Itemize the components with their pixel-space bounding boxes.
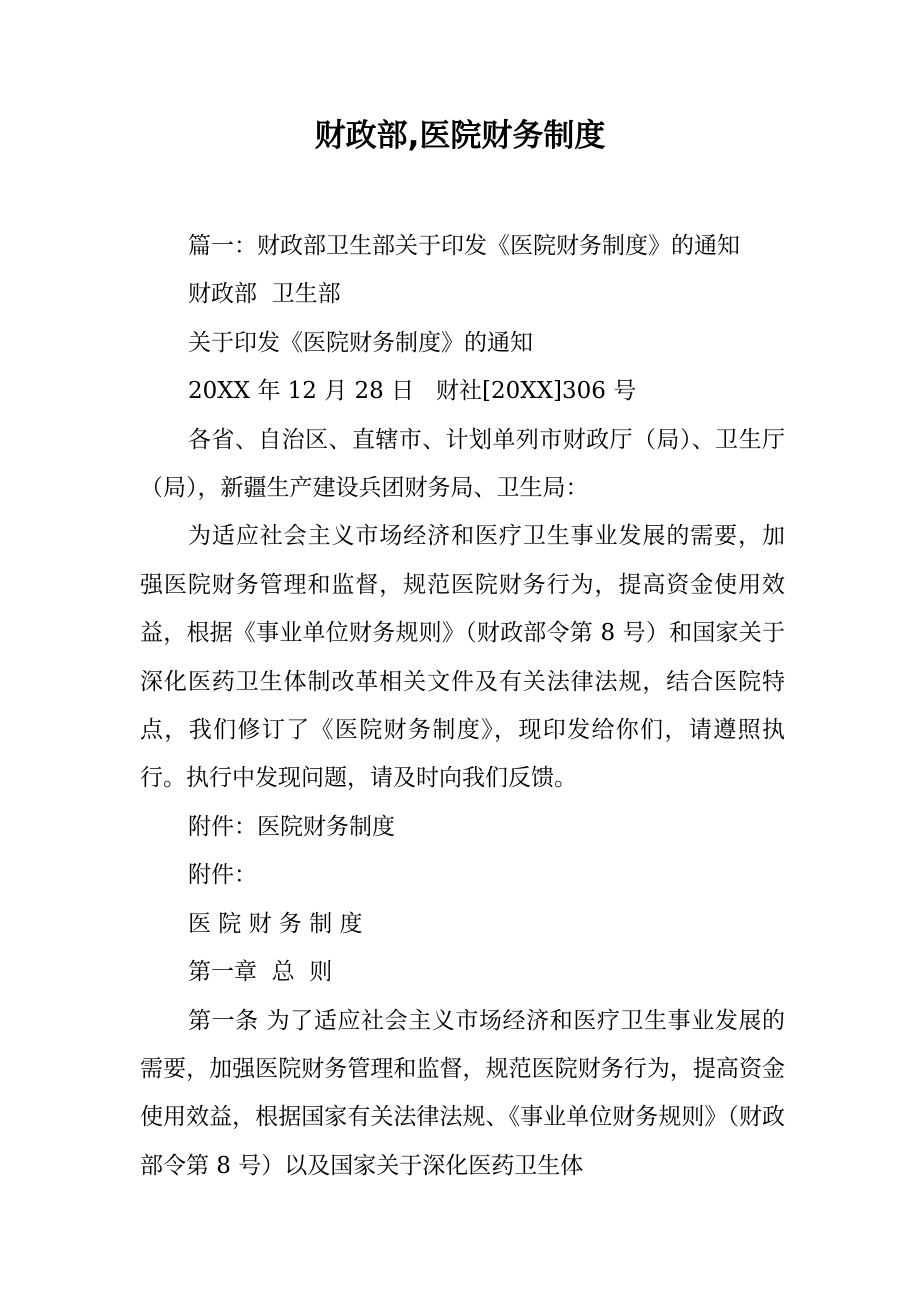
article-one: 第一条 为了适应社会主义市场经济和医疗卫生事业发展的需要，加强医院财务管理和监督，规范医院财务行为，提高资金使用效益，根据国家有关法律法规、《事业单位财务规则》（财政部令第 8 号）以及国家关于深化医药卫生体 [140,1007,785,1179]
issuing-departments: 财政部 卫生部 [188,281,341,308]
attachment-line: 附件：医院财务制度 [188,813,395,840]
document-title: 财政部,医院财务制度 [314,118,606,154]
document-body [140,222,785,1190]
notice-title: 关于印发《医院财务制度》的通知 [188,329,533,356]
attachment-label: 附件： [188,862,257,889]
addressees: 各省、自治区、直辖市、计划单列市财政厅（局）、卫生厅（局），新疆生产建设兵团财务局、卫生局： [140,426,785,502]
chapter-heading: 第一章 总 则 [188,959,333,986]
regulation-title: 医 院 财 务 制 度 [188,910,363,937]
notice-date-and-number: 20XX 年 12 月 28 日 财社[20XX]306 号 [188,378,637,405]
notice-body: 为适应社会主义市场经济和医疗卫生事业发展的需要，加强医院财务管理和监督，规范医院财务行为，提高资金使用效益，根据《事业单位财务规则》（财政部令第 8 号）和国家关于深化医药卫生体制改革相关文件及有关法律法规，结合医院特点，我们修订了《医院财务制度》，现印发给你们，请遵照执行。执行中发现问题，请及时向我们反馈。 [140,523,785,792]
section-heading: 篇一：财政部卫生部关于印发《医院财务制度》的通知 [188,233,740,259]
